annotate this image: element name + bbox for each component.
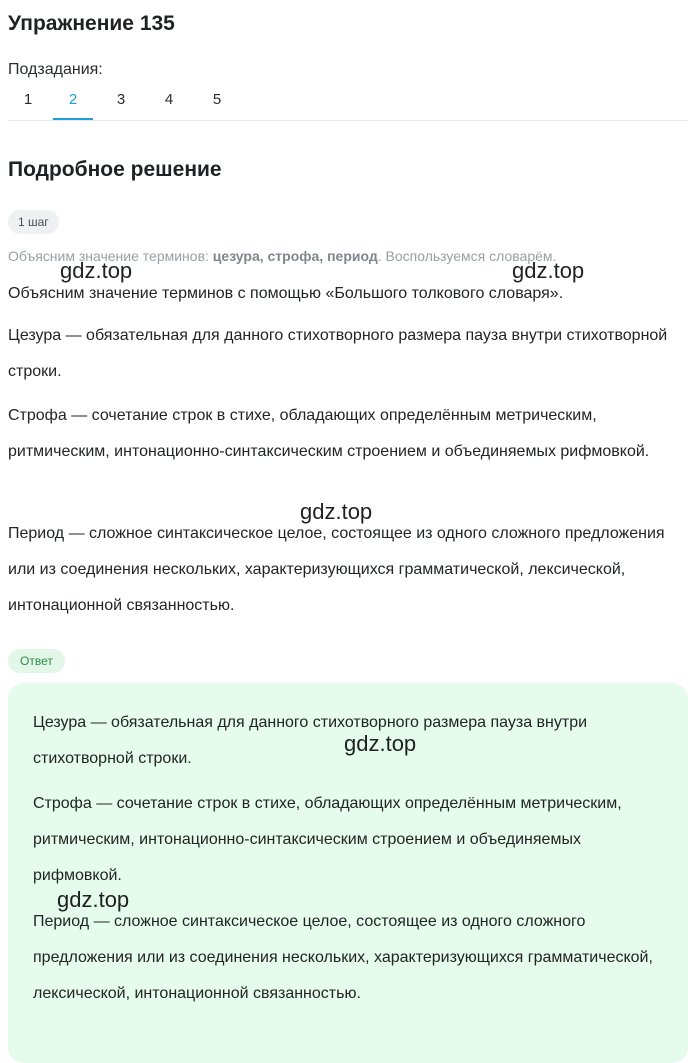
step-hint	[8, 246, 698, 266]
tab-subtask-4[interactable]: 4	[164, 91, 174, 108]
tab-subtask-5[interactable]: 5	[212, 91, 222, 108]
solution-heading: Подробное решение	[8, 158, 222, 181]
watermark: gdz.top	[57, 887, 130, 912]
solution-paragraph-intro: Объясним значение терминов с помощью «Большого толкового словаря».	[8, 285, 564, 302]
answer-paragraph-stanza: Строфа — сочетание строк в стихе, обладающих определённым метрическим, ритмическим, интонационно-синтаксическим строением и объединяемых рифмовкой.	[33, 795, 622, 884]
answer-paragraph-caesura: Цезура — обязательная для данного стихотворного размера пауза внутри стихотворной строки.	[33, 714, 588, 767]
tab-subtask-1[interactable]: 1	[23, 91, 33, 108]
hint-prefix: Объясним значение терминов:	[8, 248, 213, 264]
subtasks-label: Подзадания:	[8, 61, 103, 78]
subtask-tabs	[8, 86, 688, 121]
step-badge: 1 шаг	[8, 210, 59, 234]
tab-subtask-3[interactable]: 3	[116, 91, 126, 108]
solution-paragraph-caesura: Цезура — обязательная для данного стихотворного размера пауза внутри стихотворной строки.	[8, 327, 668, 380]
answer-paragraph-period: Период — сложное синтаксическое целое, состоящее из одного сложного предложения или из соединения нескольких, характеризующихся грамматической, лексической, интонационной связанностью.	[33, 913, 653, 1002]
page-title: Упражнение 135	[8, 12, 175, 35]
solution-paragraph-stanza: Строфа — сочетание строк в стихе, обладающих определённым метрическим, ритмическим, интонационно-синтаксическим строением и объединяемых рифмовкой.	[8, 407, 650, 460]
watermark: gdz.top	[60, 258, 133, 283]
hint-suffix: . Воспользуемся словарём.	[377, 248, 557, 264]
answer-badge: Ответ	[8, 649, 65, 673]
watermark: gdz.top	[300, 499, 373, 524]
solution-paragraph-period: Период — сложное синтаксическое целое, состоящее из одного сложного предложения или из соединения нескольких, характеризующихся грамматической, лексической, интонационной связанностью.	[8, 525, 665, 614]
watermark: gdz.top	[344, 731, 417, 756]
hint-terms: цезура, строфа, период	[212, 248, 378, 264]
tab-subtask-2[interactable]: 2	[53, 86, 93, 120]
watermark: gdz.top	[512, 258, 585, 283]
